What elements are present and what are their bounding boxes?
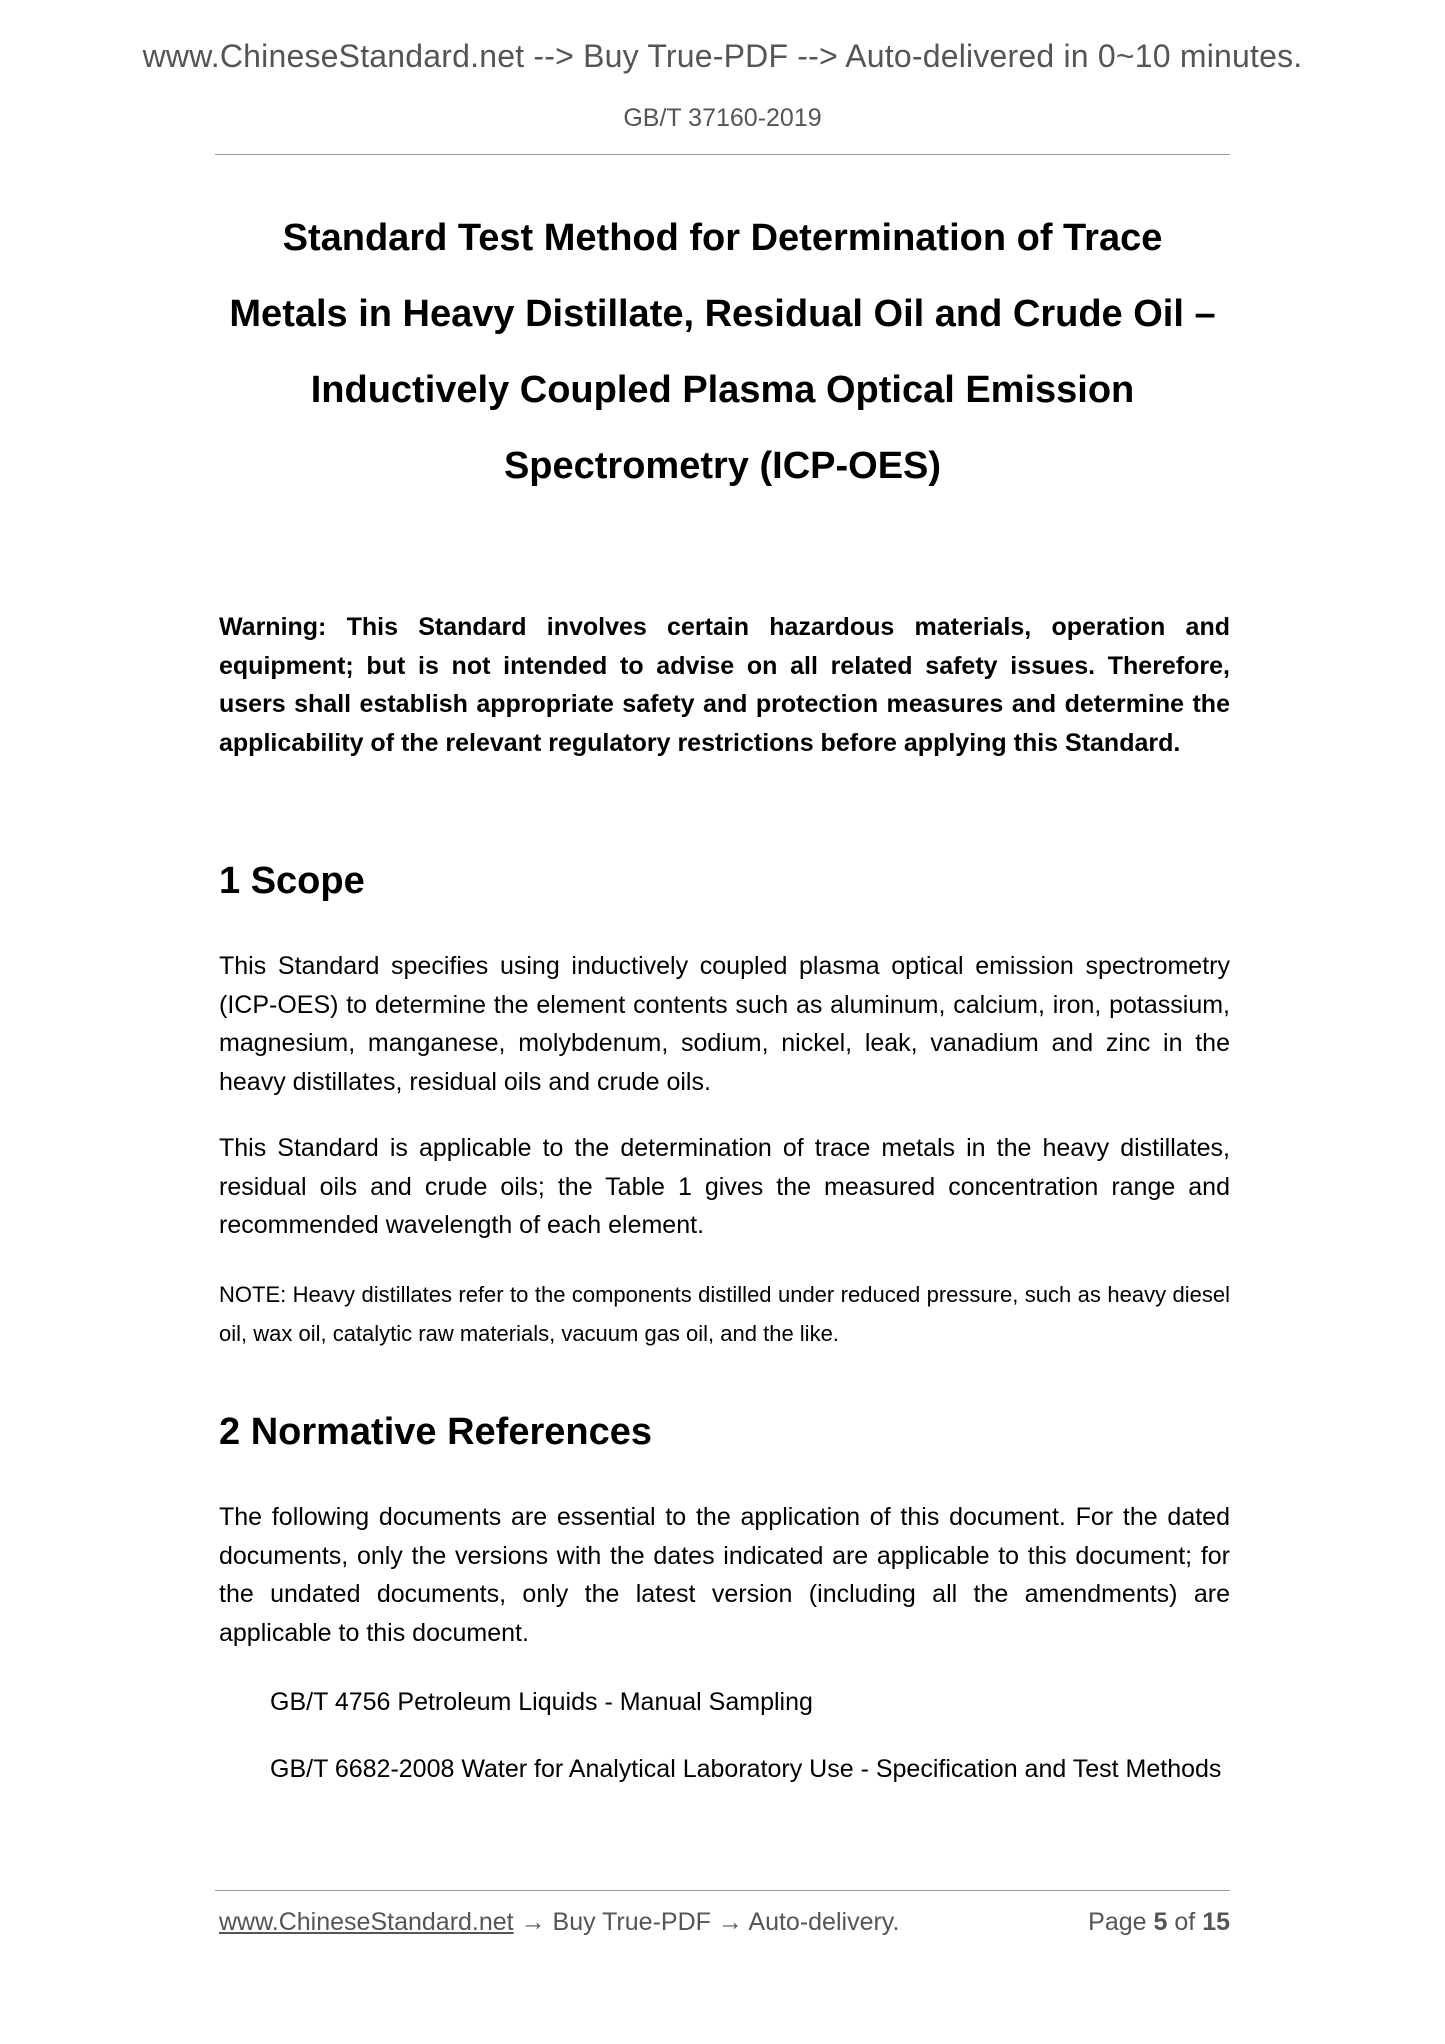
document-title — [215, 200, 1230, 504]
normative-references-paragraph: The following documents are essential to the application of this document. For the dated documents, only the versions with the dates indicated are applicable to this document; for the undated documents, only the latest version (including all the amendments) are applicable to this document. — [219, 1503, 1230, 1647]
warning-paragraph: Warning: This Standard involves certain hazardous materials, operation and equipment; but is not intended to advise on all related safety issues. Therefore, users shall establish appropriate safety and protection measures and determine the applicability of the relevant regulatory restrictions before applying this Standard. — [219, 613, 1230, 757]
footer-site-link[interactable]: www.ChineseStandard.net — [219, 1908, 514, 1936]
page-label: Page — [1088, 1908, 1147, 1936]
of-label: of — [1174, 1908, 1196, 1936]
title-line-2: Metals in Heavy Distillate, Residual Oil and Crude Oil – — [229, 293, 1216, 335]
reference-item: GB/T 6682-2008 Water for Analytical Laboratory Use - Specification and Test Methods — [270, 1755, 1222, 1783]
footer-divider — [215, 1890, 1230, 1891]
footer-tagline: → Buy True-PDF → Auto-delivery. — [513, 1908, 900, 1936]
title-line-1: Standard Test Method for Determination of Trace — [282, 217, 1163, 259]
scope-paragraph-1: This Standard specifies using inductively coupled plasma optical emission spectrometry (ICP-OES) to determine the element contents such as aluminum, calcium, iron, potassium, magnesium, manganese, molybdenum, sodium, nickel, leak, vanadium and zinc in the heavy distillates, residual oils and crude oils. — [219, 952, 1230, 1096]
scope-note: NOTE: Heavy distillates refer to the components distilled under reduced pressure, such as heavy diesel oil, wax oil, catalytic raw materials, vacuum gas oil, and the like. — [219, 1282, 1230, 1346]
title-line-3: Inductively Coupled Plasma Optical Emission — [310, 369, 1135, 411]
page-number: 5 — [1153, 1908, 1168, 1936]
reference-item: GB/T 4756 Petroleum Liquids - Manual Sampling — [270, 1688, 813, 1716]
page-total: 15 — [1202, 1908, 1230, 1936]
scope-paragraph-2: This Standard is applicable to the determination of trace metals in the heavy distillates, residual oils and crude oils; the Table 1 gives the measured concentration range and recommended wavelength of each element. — [219, 1134, 1230, 1239]
top-banner: www.ChineseStandard.net --> Buy True-PDF --> Auto-delivered in 0~10 minutes. — [142, 38, 1303, 74]
header-divider — [215, 154, 1230, 155]
section-heading-normative-references: 2 Normative References — [219, 1411, 652, 1453]
title-line-4: Spectrometry (ICP-OES) — [503, 445, 942, 487]
page-indicator — [1088, 1908, 1230, 1937]
standard-code: GB/T 37160-2019 — [623, 104, 822, 132]
section-heading-scope: 1 Scope — [219, 860, 365, 902]
page-footer — [219, 1908, 1230, 1937]
